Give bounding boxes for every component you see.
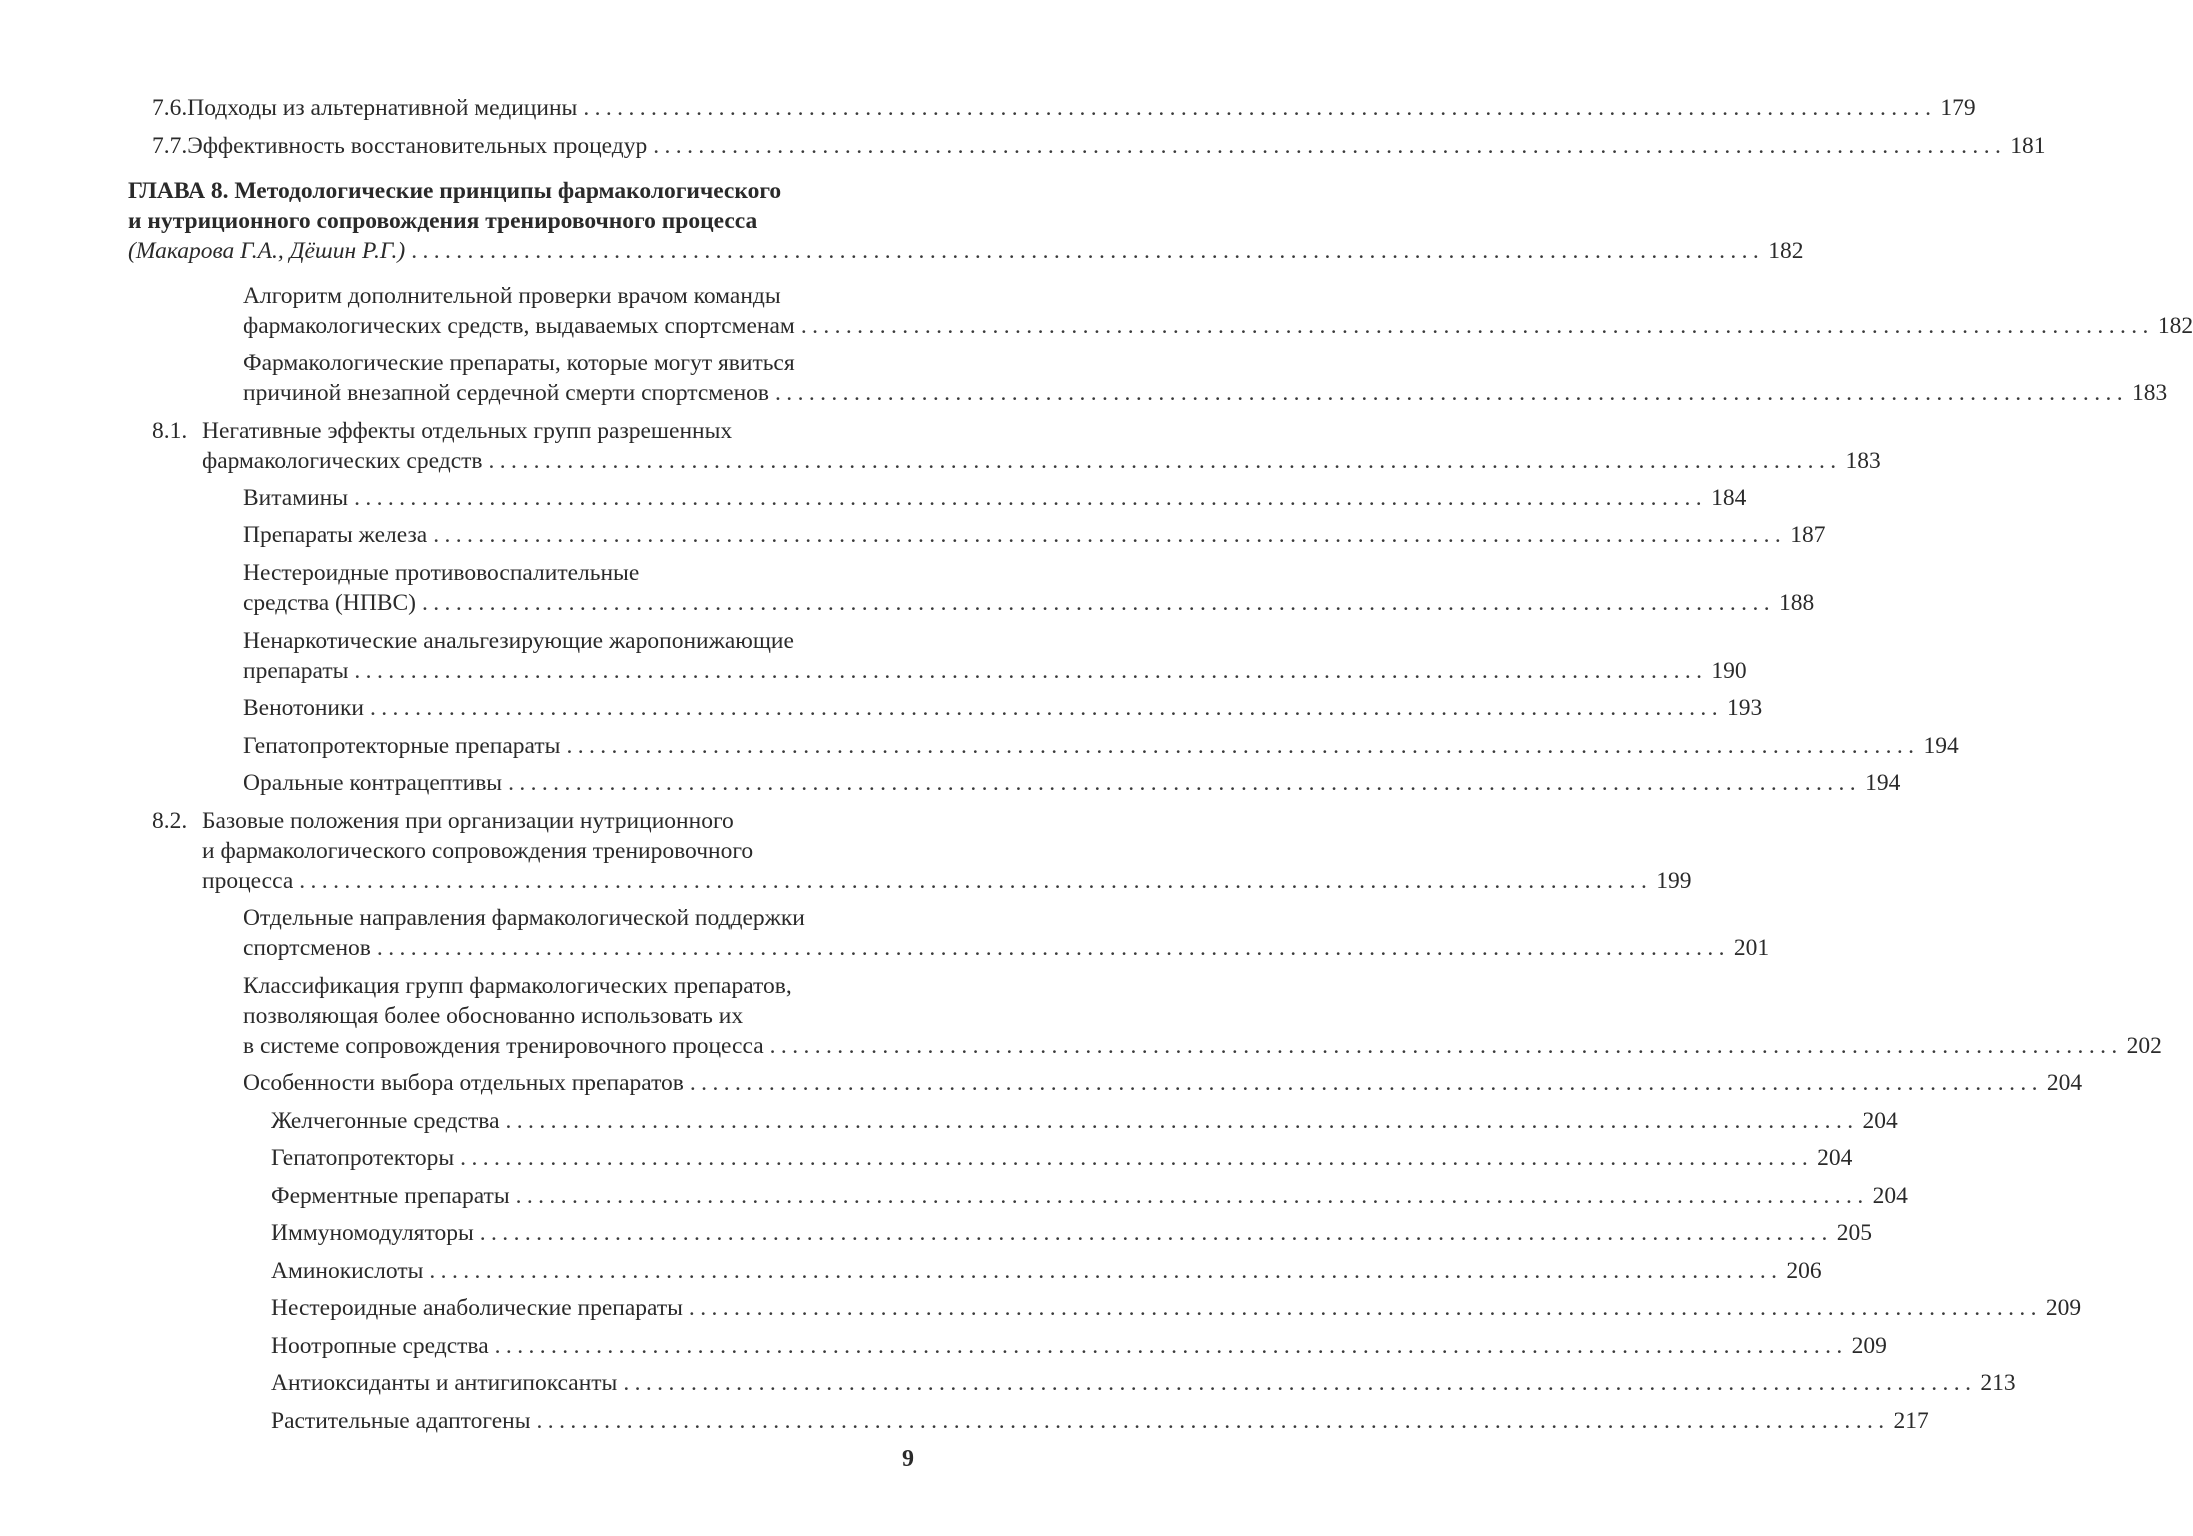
entry-title: причиной внезапной сердечной смерти спортсменов: [243, 380, 770, 406]
page-ref: 182: [1768, 238, 1804, 264]
chapter-authors: (Макарова Г.А., Дёшин Р.Г.): [128, 238, 406, 264]
entry-title: Иммуномодуляторы: [271, 1220, 474, 1246]
entry-title: фармакологических средств: [202, 448, 483, 474]
entry-title-line: и фармакологического сопровождения тренировочного: [202, 838, 754, 864]
section-number: 8.2.: [152, 808, 188, 834]
entry-title-line: Негативные эффекты отдельных групп разрешенных: [202, 418, 733, 444]
toc-entry-last-line: [271, 1218, 1872, 1248]
entry-title: Гепатопротекторные препараты: [243, 733, 561, 759]
toc-entry-line: [243, 558, 914, 588]
page-ref: 183: [1845, 448, 1881, 474]
entry-title: Нестероидные анаболические препараты: [271, 1295, 683, 1321]
toc-entry: [152, 131, 2046, 161]
entry-title: Эффективность восстановительных процедур: [187, 133, 648, 159]
toc-entry: [243, 483, 1747, 513]
entry-title: Подходы из альтернативной медицины: [187, 95, 578, 121]
entry-title: Особенности выбора отдельных препаратов: [243, 1070, 684, 1096]
page-ref: 209: [1851, 1333, 1887, 1359]
dot-leader: ........................................................................................................................: [354, 485, 1708, 511]
toc-entry-line: [243, 626, 914, 656]
entry-title: Оральные контрацептивы: [243, 770, 503, 796]
page-ref: 206: [1786, 1258, 1822, 1284]
dot-leader: ........................................................................................................................: [769, 1033, 2123, 1059]
entry-title: Ноотропные средства: [271, 1333, 489, 1359]
toc-entry: [243, 348, 2168, 408]
section-number: 8.1.: [152, 418, 188, 444]
toc-entry-line: [243, 1001, 914, 1031]
toc-entry-last-line: [152, 131, 2046, 161]
page-ref: 181: [2010, 133, 2046, 159]
toc-entry-last-line: [152, 446, 1881, 476]
toc-entry-line: [243, 971, 914, 1001]
entry-title-line: Классификация групп фармакологических препаратов,: [243, 973, 792, 999]
dot-leader: ........................................................................................................................: [800, 313, 2154, 339]
toc-entry: [243, 693, 1763, 723]
toc-entry-last-line: [128, 236, 1804, 266]
dot-leader: ........................................................................................................................: [460, 1145, 1814, 1171]
toc-entry-last-line: [243, 768, 1901, 798]
entry-title: Растительные адаптогены: [271, 1408, 531, 1434]
toc-entry-line: [152, 806, 914, 836]
toc-entry: [271, 1143, 1853, 1173]
entry-title: Ферментные препараты: [271, 1183, 510, 1209]
toc-entry-last-line: [243, 520, 1826, 550]
entry-title-line: Базовые положения при организации нутриционного: [202, 808, 734, 834]
dot-leader: ........................................................................................................................: [653, 133, 2007, 159]
page-ref: 193: [1726, 695, 1763, 721]
toc-entry: [271, 1106, 1898, 1136]
toc-entry-last-line: [152, 93, 1976, 123]
toc-entry: [271, 1368, 2016, 1398]
toc-entry-line: [243, 903, 914, 933]
page-ref: 201: [1733, 935, 1770, 961]
toc-entry-last-line: [271, 1181, 1908, 1211]
toc-entry-last-line: [271, 1368, 2016, 1398]
page-ref: 194: [1865, 770, 1901, 796]
page-ref: 205: [1836, 1220, 1872, 1246]
toc-entry-last-line: [271, 1143, 1853, 1173]
dot-leader: ........................................................................................................................: [429, 1258, 1783, 1284]
toc-entry-last-line: [243, 1031, 2162, 1061]
dot-leader: ........................................................................................................................: [566, 733, 1920, 759]
toc-entry-last-line: [243, 311, 2193, 341]
toc-entry: [243, 558, 1815, 618]
toc-entry: [271, 1256, 1822, 1286]
toc-entry: [243, 903, 1770, 963]
toc-entry-last-line: [271, 1406, 1929, 1436]
entry-title-line: Фармакологические препараты, которые могут явиться: [243, 350, 795, 376]
toc-entry: [271, 1218, 1872, 1248]
entry-title: Аминокислоты: [271, 1258, 424, 1284]
dot-leader: ........................................................................................................................: [494, 1333, 1848, 1359]
dot-leader: ........................................................................................................................: [508, 770, 1862, 796]
toc-entry: [152, 93, 1976, 123]
toc-entry-last-line: [271, 1106, 1898, 1136]
section-number: 7.6.: [152, 95, 188, 121]
dot-leader: ........................................................................................................................: [376, 935, 1730, 961]
toc-entry: [243, 971, 2162, 1061]
chapter-heading-line: ГЛАВА 8. Методологические принципы фармакологического: [128, 178, 782, 204]
toc-entry: [243, 281, 2193, 341]
page-ref: 188: [1779, 590, 1815, 616]
toc-entry: [243, 1068, 2083, 1098]
toc-entry-last-line: [243, 378, 2168, 408]
page-ref: 190: [1711, 658, 1747, 684]
toc-entry-last-line: [243, 933, 1770, 963]
dot-leader: ........................................................................................................................: [515, 1183, 1869, 1209]
dot-leader: ........................................................................................................................: [369, 695, 1723, 721]
toc-entry-last-line: [243, 1068, 2083, 1098]
dot-leader: ........................................................................................................................: [505, 1108, 1859, 1134]
toc-entry-last-line: [243, 731, 1959, 761]
entry-title: Препараты железа: [243, 522, 428, 548]
entry-title-line: Алгоритм дополнительной проверки врачом команды: [243, 283, 781, 309]
chapter-heading-line: и нутриционного сопровождения тренировочного процесса: [128, 208, 758, 234]
toc-entry: [243, 520, 1826, 550]
page-ref: 183: [2132, 380, 2168, 406]
dot-leader: ........................................................................................................................: [299, 868, 1653, 894]
page-ref: 179: [1940, 95, 1976, 121]
toc-entry: [243, 626, 1747, 686]
entry-title-line: позволяющая более обоснованно использовать их: [243, 1003, 744, 1029]
toc-entry-last-line: [271, 1331, 1887, 1361]
toc-entry: [128, 176, 1804, 266]
toc-entry-last-line: [271, 1256, 1822, 1286]
page-ref: 202: [2126, 1033, 2162, 1059]
toc-entry: [271, 1181, 1908, 1211]
entry-title: препараты: [243, 658, 349, 684]
toc-entry: [152, 806, 1692, 896]
dot-leader: ........................................................................................................................: [583, 95, 1937, 121]
toc-entry-last-line: [243, 483, 1747, 513]
toc-entry: [271, 1293, 2082, 1323]
entry-title: в системе сопровождения тренировочного процесса: [243, 1033, 764, 1059]
entry-title-line: Отдельные направления фармакологической поддержки: [243, 905, 805, 931]
toc-entry: [271, 1331, 1887, 1361]
toc-entry-line: [152, 836, 914, 866]
toc-entry-last-line: [243, 693, 1763, 723]
toc-entry-line: [243, 281, 914, 311]
entry-title-line: Нестероидные противовоспалительные: [243, 560, 640, 586]
toc-entry-last-line: [271, 1293, 2082, 1323]
toc-entry-last-line: [243, 656, 1747, 686]
page-ref: 204: [1862, 1108, 1898, 1134]
page-ref: 204: [2046, 1070, 2083, 1096]
page-ref: 182: [2157, 313, 2193, 339]
entry-title: Гепатопротекторы: [271, 1145, 455, 1171]
toc-entry-last-line: [243, 588, 1815, 618]
entry-title: Витамины: [243, 485, 349, 511]
page-ref: 217: [1893, 1408, 1929, 1434]
page-ref: 213: [1980, 1370, 2016, 1396]
dot-leader: ........................................................................................................................: [623, 1370, 1977, 1396]
toc-entry-last-line: [152, 866, 1692, 896]
page-ref: 199: [1656, 868, 1692, 894]
page-ref: 184: [1711, 485, 1747, 511]
entry-title: Антиоксиданты и антигипоксанты: [271, 1370, 618, 1396]
entry-title: средства (НПВС): [243, 590, 416, 616]
toc-entry: [271, 1406, 1929, 1436]
page-number: 9: [902, 1446, 914, 1472]
dot-leader: ........................................................................................................................: [354, 658, 1708, 684]
page-ref: 194: [1923, 733, 1959, 759]
dot-leader: ........................................................................................................................: [536, 1408, 1890, 1434]
toc-entry: [243, 768, 1901, 798]
dot-leader: ........................................................................................................................: [422, 590, 1775, 616]
entry-title: спортсменов: [243, 935, 371, 961]
toc-entry-line: [152, 416, 914, 446]
dot-leader: ........................................................................................................................: [488, 448, 1842, 474]
entry-title: Венотоники: [243, 695, 364, 721]
page-ref: 187: [1790, 522, 1826, 548]
page-ref: 204: [1817, 1145, 1853, 1171]
toc-entry: [152, 416, 1881, 476]
dot-leader: ........................................................................................................................: [433, 522, 1787, 548]
section-number: 7.7.: [152, 133, 188, 159]
entry-title: Желчегонные средства: [271, 1108, 500, 1134]
toc-entry: [243, 731, 1959, 761]
page-ref: 204: [1872, 1183, 1908, 1209]
page-ref: 209: [2045, 1295, 2082, 1321]
toc-entry-line: [243, 348, 914, 378]
dot-leader: ........................................................................................................................: [689, 1070, 2043, 1096]
entry-title: фармакологических средств, выдаваемых спортсменам: [243, 313, 795, 339]
entry-title-line: Ненаркотические анальгезирующие жаропонижающие: [243, 628, 794, 654]
dot-leader: ........................................................................................................................: [775, 380, 2129, 406]
dot-leader: ........................................................................................................................: [411, 238, 1765, 264]
entry-title: процесса: [202, 868, 294, 894]
dot-leader: ........................................................................................................................: [688, 1295, 2042, 1321]
dot-leader: ........................................................................................................................: [479, 1220, 1833, 1246]
